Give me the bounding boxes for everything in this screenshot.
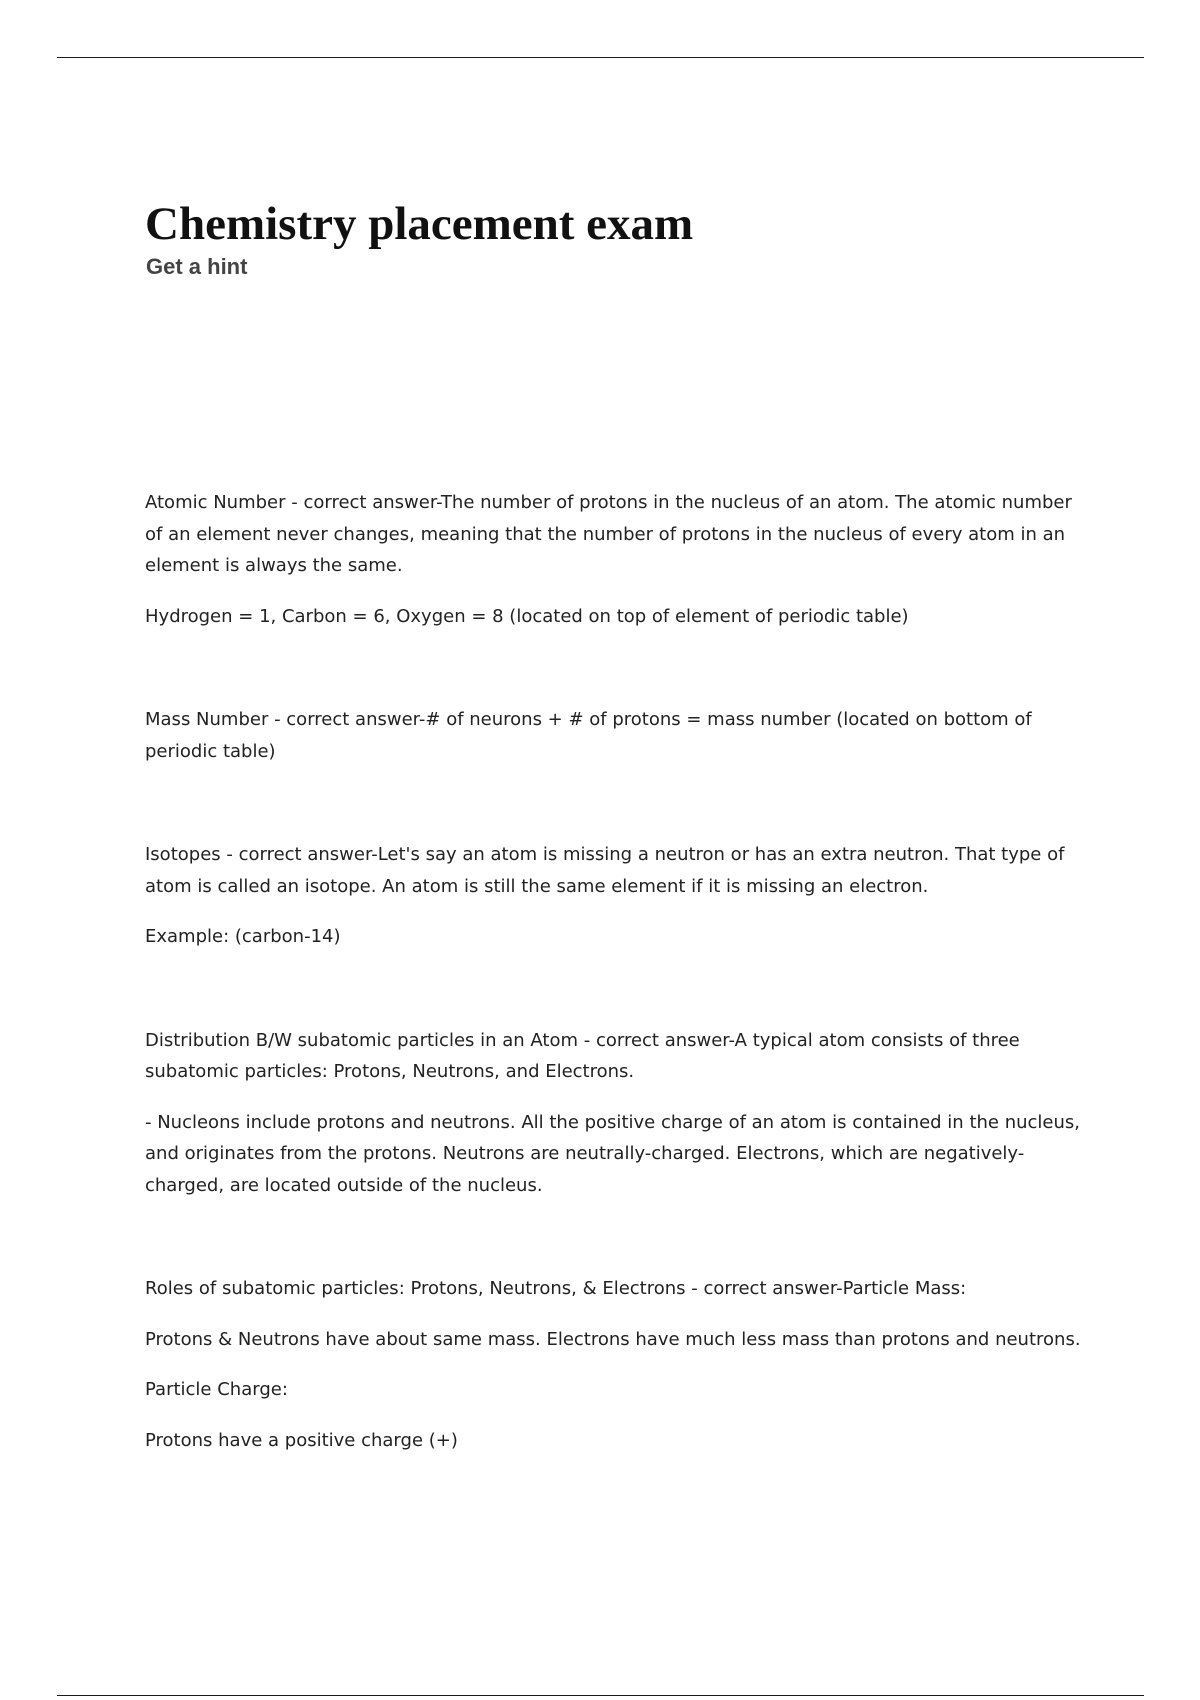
entry-paragraph: Protons & Neutrons have about same mass. Electrons have much less mass than protons and neutrons. — [145, 1328, 1081, 1350]
entry-paragraph: Atomic Number - correct answer-The number of protons in the nucleus of an atom. The atomic number of an element never changes, meaning that the number of protons in the nucleus of every atom in an element is always the same. — [145, 492, 1072, 576]
entry-distribution — [145, 1025, 1090, 1202]
document-body — [145, 487, 1090, 1456]
entry-paragraph: Mass Number - correct answer-# of neurons + # of protons = mass number (located on bottom of periodic table) — [145, 709, 1032, 762]
entry-paragraph: Roles of subatomic particles: Protons, Neutrons, & Electrons - correct answer-Particle Mass: — [145, 1278, 967, 1299]
entry-roles-subatomic — [145, 1273, 1090, 1456]
entry-atomic-number — [145, 487, 1090, 632]
entry-paragraph: - Nucleons include protons and neutrons. All the positive charge of an atom is contained in the nucleus, and originates from the protons. Neutrons are neutrally-charged. Electrons, which are negatively-charged, are located outside of the nucleus. — [145, 1111, 1080, 1196]
entry-paragraph: Protons have a positive charge (+) — [145, 1429, 458, 1451]
top-rule — [57, 57, 1144, 58]
entry-mass-number — [145, 704, 1090, 767]
entry-isotopes — [145, 839, 1090, 953]
entry-paragraph: Isotopes - correct answer-Let's say an atom is missing a neutron or has an extra neutron. That type of atom is called an isotope. An atom is still the same element if it is missing an electron. — [145, 844, 1065, 897]
document-title: Chemistry placement exam — [145, 198, 694, 250]
entry-paragraph: Distribution B/W subatomic particles in an Atom - correct answer-A typical atom consists of three subatomic particles: Protons, Neutrons, and Electrons. — [145, 1029, 1020, 1082]
entry-paragraph: Example: (carbon-14) — [145, 926, 341, 947]
get-hint-link[interactable]: Get a hint — [146, 254, 248, 279]
entry-paragraph: Hydrogen = 1, Carbon = 6, Oxygen = 8 (located on top of element of periodic table) — [145, 605, 909, 627]
bottom-rule — [57, 1695, 1144, 1696]
entry-paragraph: Particle Charge: — [145, 1379, 288, 1400]
